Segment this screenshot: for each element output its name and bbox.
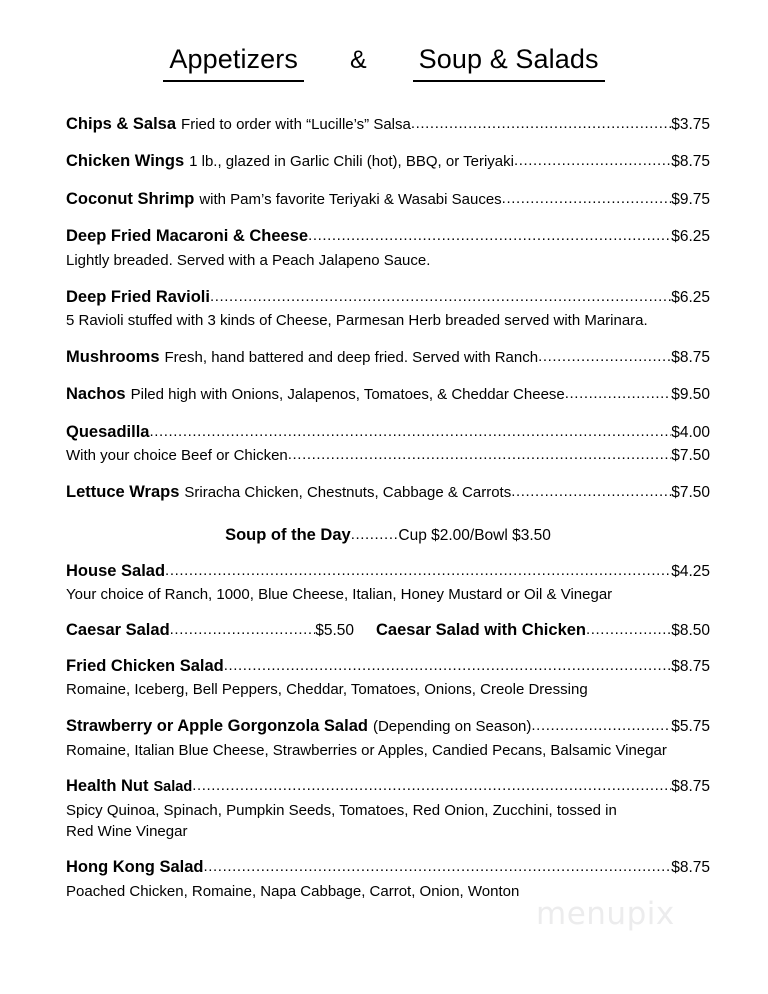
leader-dots [170, 621, 316, 638]
item-description: Fresh, hand battered and deep fried. Served with Ranch [164, 348, 539, 366]
item-price: $8.50 [671, 621, 710, 639]
menu-item-house-salad [66, 561, 710, 582]
leader-dots [502, 189, 672, 209]
item-description: Piled high with Onions, Jalapenos, Tomatoes, & Cheddar Cheese [130, 386, 565, 404]
item-name: Quesadilla [66, 422, 150, 441]
leader-dots [531, 716, 671, 736]
item-name: House Salad [66, 561, 166, 580]
menu-item-gorgonzola-salad [66, 716, 710, 737]
item-name: Soup of the Day [225, 525, 351, 544]
leader-dots [514, 151, 671, 171]
item-price: $7.50 [671, 447, 710, 465]
item-price: $9.50 [671, 386, 710, 404]
menu-item-quesadilla [66, 422, 710, 443]
item-description: (Depending on Season) [372, 718, 532, 736]
item-price: $8.75 [671, 348, 710, 366]
menu-item-health-nut-salad [66, 776, 710, 797]
leader-dots [149, 422, 671, 442]
item-price: $3.75 [671, 116, 710, 134]
item-sub-description-2: Red Wine Vinegar [66, 822, 188, 840]
item-sub-description: Your choice of Ranch, 1000, Blue Cheese, Italian, Honey Mustard or Oil & Vinegar [66, 586, 613, 604]
menu-item-lettuce-wraps [66, 482, 710, 503]
item-price: $4.25 [671, 562, 710, 580]
menu-item-quesadilla-option [66, 446, 710, 466]
item-sub-description: Romaine, Italian Blue Cheese, Strawberries or Apples, Candied Pecans, Balsamic Vinegar [66, 741, 667, 759]
leader-dots [411, 114, 671, 134]
item-sub-description: Spicy Quinoa, Spinach, Pumpkin Seeds, Tomatoes, Red Onion, Zucchini, tossed in [66, 801, 617, 819]
menu-item-caesar-salad [66, 621, 354, 640]
leader-dots: .......... [350, 525, 399, 543]
item-price: $8.75 [671, 859, 710, 877]
item-price: $8.75 [671, 153, 710, 171]
leader-dots [288, 446, 671, 465]
item-price: $8.75 [671, 657, 710, 675]
leader-dots [204, 857, 672, 877]
menu-item-hong-kong-salad [66, 857, 710, 878]
item-sub-description: Poached Chicken, Romaine, Napa Cabbage, Carrot, Onion, Wonton [66, 882, 520, 900]
leader-dots [308, 226, 671, 246]
menu-item-mushrooms [66, 347, 710, 368]
leader-dots [165, 561, 671, 581]
item-name-suffix: Salad [153, 779, 193, 796]
section-title-appetizers: Appetizers [163, 44, 304, 82]
item-name: Deep Fried Ravioli [66, 287, 210, 306]
leader-dots [511, 482, 671, 502]
item-sub-description: 5 Ravioli stuffed with 3 kinds of Cheese, Parmesan Herb breaded served with Marinara. [66, 312, 648, 330]
item-name: Hong Kong Salad [66, 858, 204, 877]
item-name: Coconut Shrimp [66, 189, 195, 208]
item-name: Chicken Wings [66, 152, 185, 171]
header-ampersand: & [349, 46, 367, 74]
item-name: Deep Fried Macaroni & Cheese [66, 227, 309, 246]
item-description: 1 lb., glazed in Garlic Chili (hot), BBQ, or Teriyaki [189, 153, 514, 171]
item-name: Mushrooms [66, 347, 160, 366]
menu-item-deep-fried-ravioli [66, 287, 710, 308]
menu-item-coconut-shrimp [66, 189, 710, 210]
item-sub-description: With your choice Beef or Chicken [66, 447, 288, 465]
leader-dots [565, 384, 671, 404]
menu-item-chicken-wings [66, 151, 710, 172]
menu-item-caesar-row [66, 621, 710, 640]
menupix-watermark: menupix [536, 896, 675, 932]
section-title-soup-salads: Soup & Salads [413, 44, 605, 82]
item-price: Cup $2.00/Bowl $3.50 [398, 526, 551, 544]
menu-item-nachos [66, 384, 710, 405]
menu-item-caesar-salad-with-chicken [354, 621, 710, 640]
item-name: Fried Chicken Salad [66, 656, 224, 675]
item-price: $6.25 [671, 288, 710, 306]
item-description: Sriracha Chicken, Chestnuts, Cabbage & Carrots [184, 484, 512, 502]
item-name: Caesar Salad [66, 620, 170, 639]
item-name: Chips & Salsa [66, 115, 177, 134]
item-price: $9.75 [671, 190, 710, 208]
item-name: Health Nut [66, 777, 149, 796]
leader-dots [192, 776, 671, 796]
item-sub-description: Lightly breaded. Served with a Peach Jalapeno Sauce. [66, 251, 431, 269]
item-name: Nachos [66, 385, 126, 404]
item-description: Fried to order with “Lucille’s” Salsa [181, 116, 411, 134]
item-sub-description: Romaine, Iceberg, Bell Peppers, Cheddar, Tomatoes, Onions, Creole Dressing [66, 681, 588, 699]
item-price: $7.50 [671, 484, 710, 502]
menu-item-soup-of-the-day [66, 526, 710, 545]
item-price: $4.00 [671, 423, 710, 441]
item-name: Caesar Salad with Chicken [376, 620, 586, 639]
leader-dots [210, 287, 671, 307]
leader-dots [224, 656, 671, 676]
menu-item-deep-fried-macaroni-cheese [66, 226, 710, 247]
item-price: $6.25 [671, 228, 710, 246]
leader-dots [586, 621, 671, 638]
menu-header [0, 0, 768, 88]
item-description: with Pam’s favorite Teriyaki & Wasabi Sauces [199, 190, 502, 208]
item-price: $5.75 [671, 718, 710, 736]
menu-body [0, 88, 768, 902]
menu-item-fried-chicken-salad [66, 656, 710, 677]
item-price: $8.75 [671, 778, 710, 796]
item-name: Lettuce Wraps [66, 483, 180, 502]
leader-dots [538, 347, 671, 367]
item-price: $5.50 [315, 621, 354, 639]
item-name: Strawberry or Apple Gorgonzola Salad [66, 717, 368, 736]
menu-item-chips-salsa [66, 114, 710, 135]
